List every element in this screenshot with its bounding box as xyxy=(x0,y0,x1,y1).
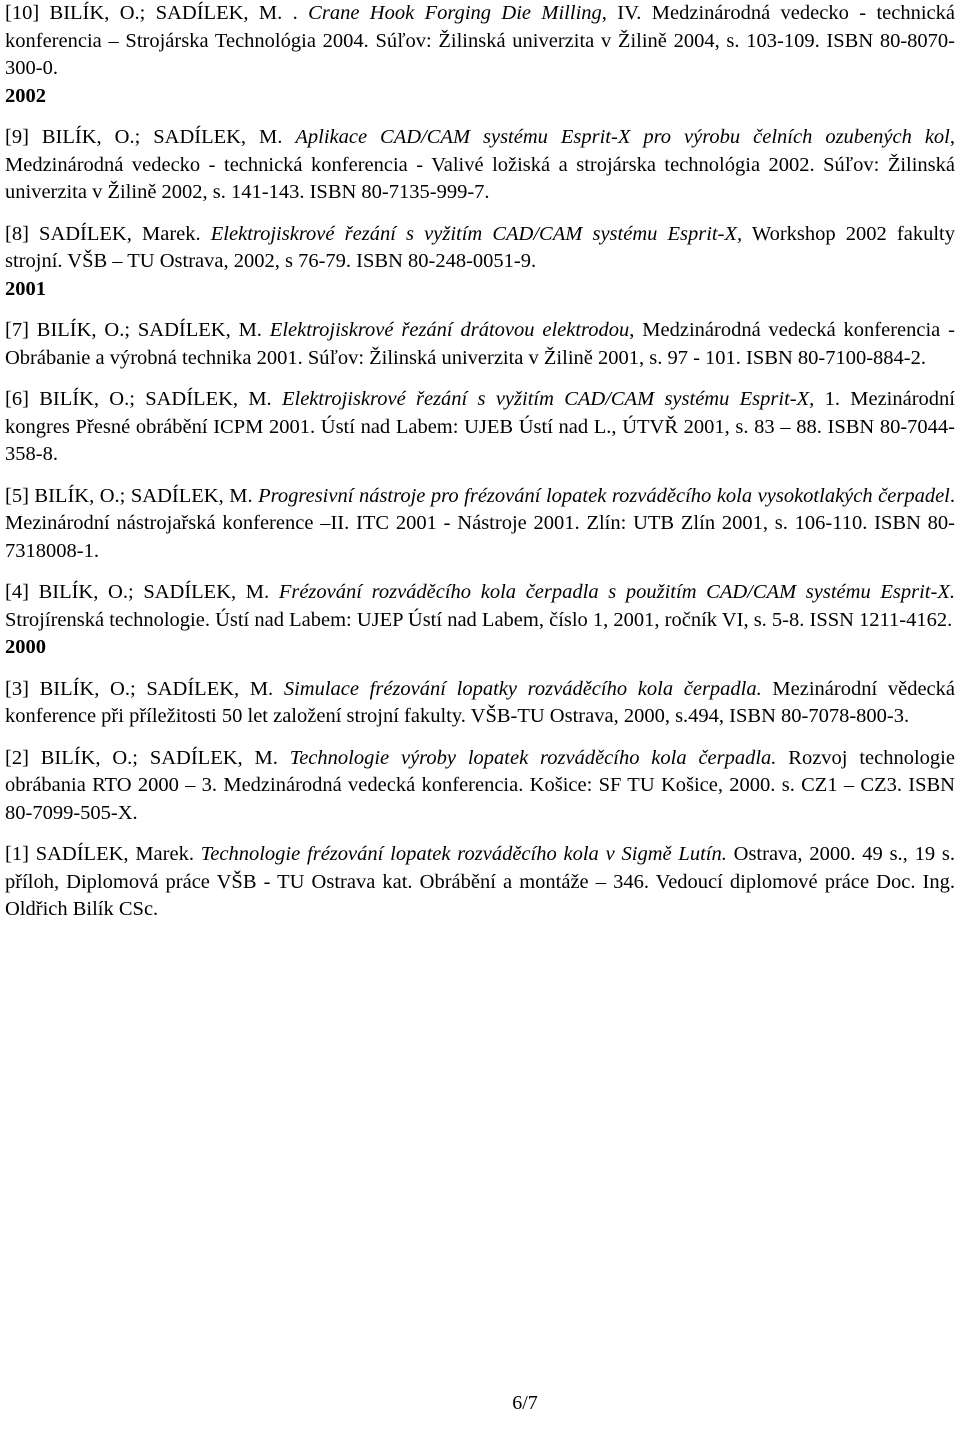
year-heading-2002: 2002 xyxy=(5,84,46,107)
reference-authors: [2] BILÍK, O.; SADÍLEK, M. xyxy=(5,746,290,769)
reference-authors: [9] BILÍK, O.; SADÍLEK, M. xyxy=(5,126,296,148)
reference-authors: [7] BILÍK, O.; SADÍLEK, M. xyxy=(5,319,270,341)
reference-details: . Mezinárodní nástrojařská konference –II. ITC 2001 - Nástroje 2001. Zlín: UTB Zlín 2001, s. 106-110. ISBN 80-7318008-1. xyxy=(5,484,955,562)
reference-details: , Medzinárodná vedecko - technická konferencia - Valivé ložiská a strojárska technológia 2002. Súľov: Žilinská univerzita v Žilině 2002, s. 141-143. ISBN 80-7135-999-7. xyxy=(5,126,955,203)
reference-title: Elektrojiskrové řezání s vyžitím CAD/CAM systému Esprit-X, xyxy=(281,388,815,410)
reference-details: , IV. Medzinárodná vedecko - technická konferencia – Strojárska Technológia 2004. Súľov: Žilinská univerzita v Žilině 2004, s. 103-109. ISBN 80-8070-300-0. xyxy=(5,2,955,79)
year-heading-2001: 2001 xyxy=(5,277,46,300)
reference-1 xyxy=(5,841,955,924)
reference-9 xyxy=(5,124,955,207)
reference-authors: [3] BILÍK, O.; SADÍLEK, M. xyxy=(5,677,284,700)
reference-details: Workshop 2002 fakulty strojní. VŠB – TU Ostrava, 2002, s 76-79. ISBN 80-248-0051-9. xyxy=(5,222,955,272)
reference-7 xyxy=(5,317,955,372)
reference-authors: [1] SADÍLEK, Marek. xyxy=(5,843,201,865)
reference-10 xyxy=(5,0,955,83)
reference-title: Elektrojiskrové řezání s vyžitím CAD/CAM systému Esprit-X, xyxy=(210,222,743,245)
reference-title: Crane Hook Forging Die Milling xyxy=(308,2,602,24)
reference-details: Rozvoj technologie obrábania RTO 2000 – 3. Medzinárodná vedecká konferencia. Košice: SF TU Košice, 2000. s. CZ1 – CZ3. ISBN 80-7099-505-X. xyxy=(5,746,955,824)
reference-title: Frézování rozváděcího kola čerpadla s použitím CAD/CAM systému Esprit-X. xyxy=(278,581,955,603)
year-heading-2000: 2000 xyxy=(5,636,46,658)
reference-5 xyxy=(5,483,955,566)
reference-details: Ostrava, 2000. 49 s., 19 s. příloh, Diplomová práce VŠB - TU Ostrava kat. Obrábění a montáže – 346. Vedoucí diplomové práce Doc. Ing. Oldřich Bilík CSc. xyxy=(5,843,956,920)
reference-2 xyxy=(5,745,955,828)
reference-3 xyxy=(5,676,955,731)
reference-authors: [5] BILÍK, O.; SADÍLEK, M. xyxy=(5,484,259,507)
reference-details: Mezinárodní vědecká konference při příležitosti 50 let založení strojní fakulty. VŠB-TU Ostrava, 2000, s.494, ISBN 80-7078-800-3. xyxy=(5,677,955,727)
reference-8 xyxy=(5,221,955,276)
reference-details: Strojírenská technologie. Ústí nad Labem: UJEP Ústí nad Labem, číslo 1, 2001, ročník VI, s. 5-8. ISSN 1211-4162. xyxy=(5,608,953,631)
page-number: 6/7 xyxy=(512,1392,538,1414)
document-page xyxy=(5,0,955,924)
reference-6 xyxy=(5,386,955,469)
reference-4 xyxy=(5,579,955,634)
reference-title: Technologie frézování lopatek rozváděcího kola v Sigmě Lutín. xyxy=(200,843,727,865)
reference-details: 1. Mezinárodní kongres Přesné obrábění ICPM 2001. Ústí nad Labem: UJEB Ústí nad L., ÚTVŘ 2001, s. 83 – 88. ISBN 80-7044-358-8. xyxy=(5,388,955,465)
reference-authors: [6] BILÍK, O.; SADÍLEK, M. xyxy=(5,388,282,410)
reference-title: Progresivní nástroje pro frézování lopatek rozváděcího kola vysokotlakých čerpadel xyxy=(258,484,950,507)
reference-title: Simulace frézování lopatky rozváděcího kola čerpadla. xyxy=(283,677,762,700)
reference-authors: [8] SADÍLEK, Marek. xyxy=(5,222,211,245)
reference-details: , Medzinárodná vedecká konferencia - Obrábanie a výrobná technika 2001. Súľov: Žilinská univerzita v Žilině 2001, s. 97 - 101. ISBN 80-7100-884-2. xyxy=(5,319,955,369)
reference-authors: [4] BILÍK, O.; SADÍLEK, M. xyxy=(5,581,279,603)
reference-title: Aplikace CAD/CAM systému Esprit-X pro výrobu čelních ozubených kol xyxy=(295,126,950,148)
reference-title: Elektrojiskrové řezání drátovou elektrodou xyxy=(269,319,630,341)
reference-title: Technologie výroby lopatek rozváděcího kola čerpadla. xyxy=(289,746,777,769)
reference-authors: [10] BILÍK, O.; SADÍLEK, M. . xyxy=(5,2,309,24)
